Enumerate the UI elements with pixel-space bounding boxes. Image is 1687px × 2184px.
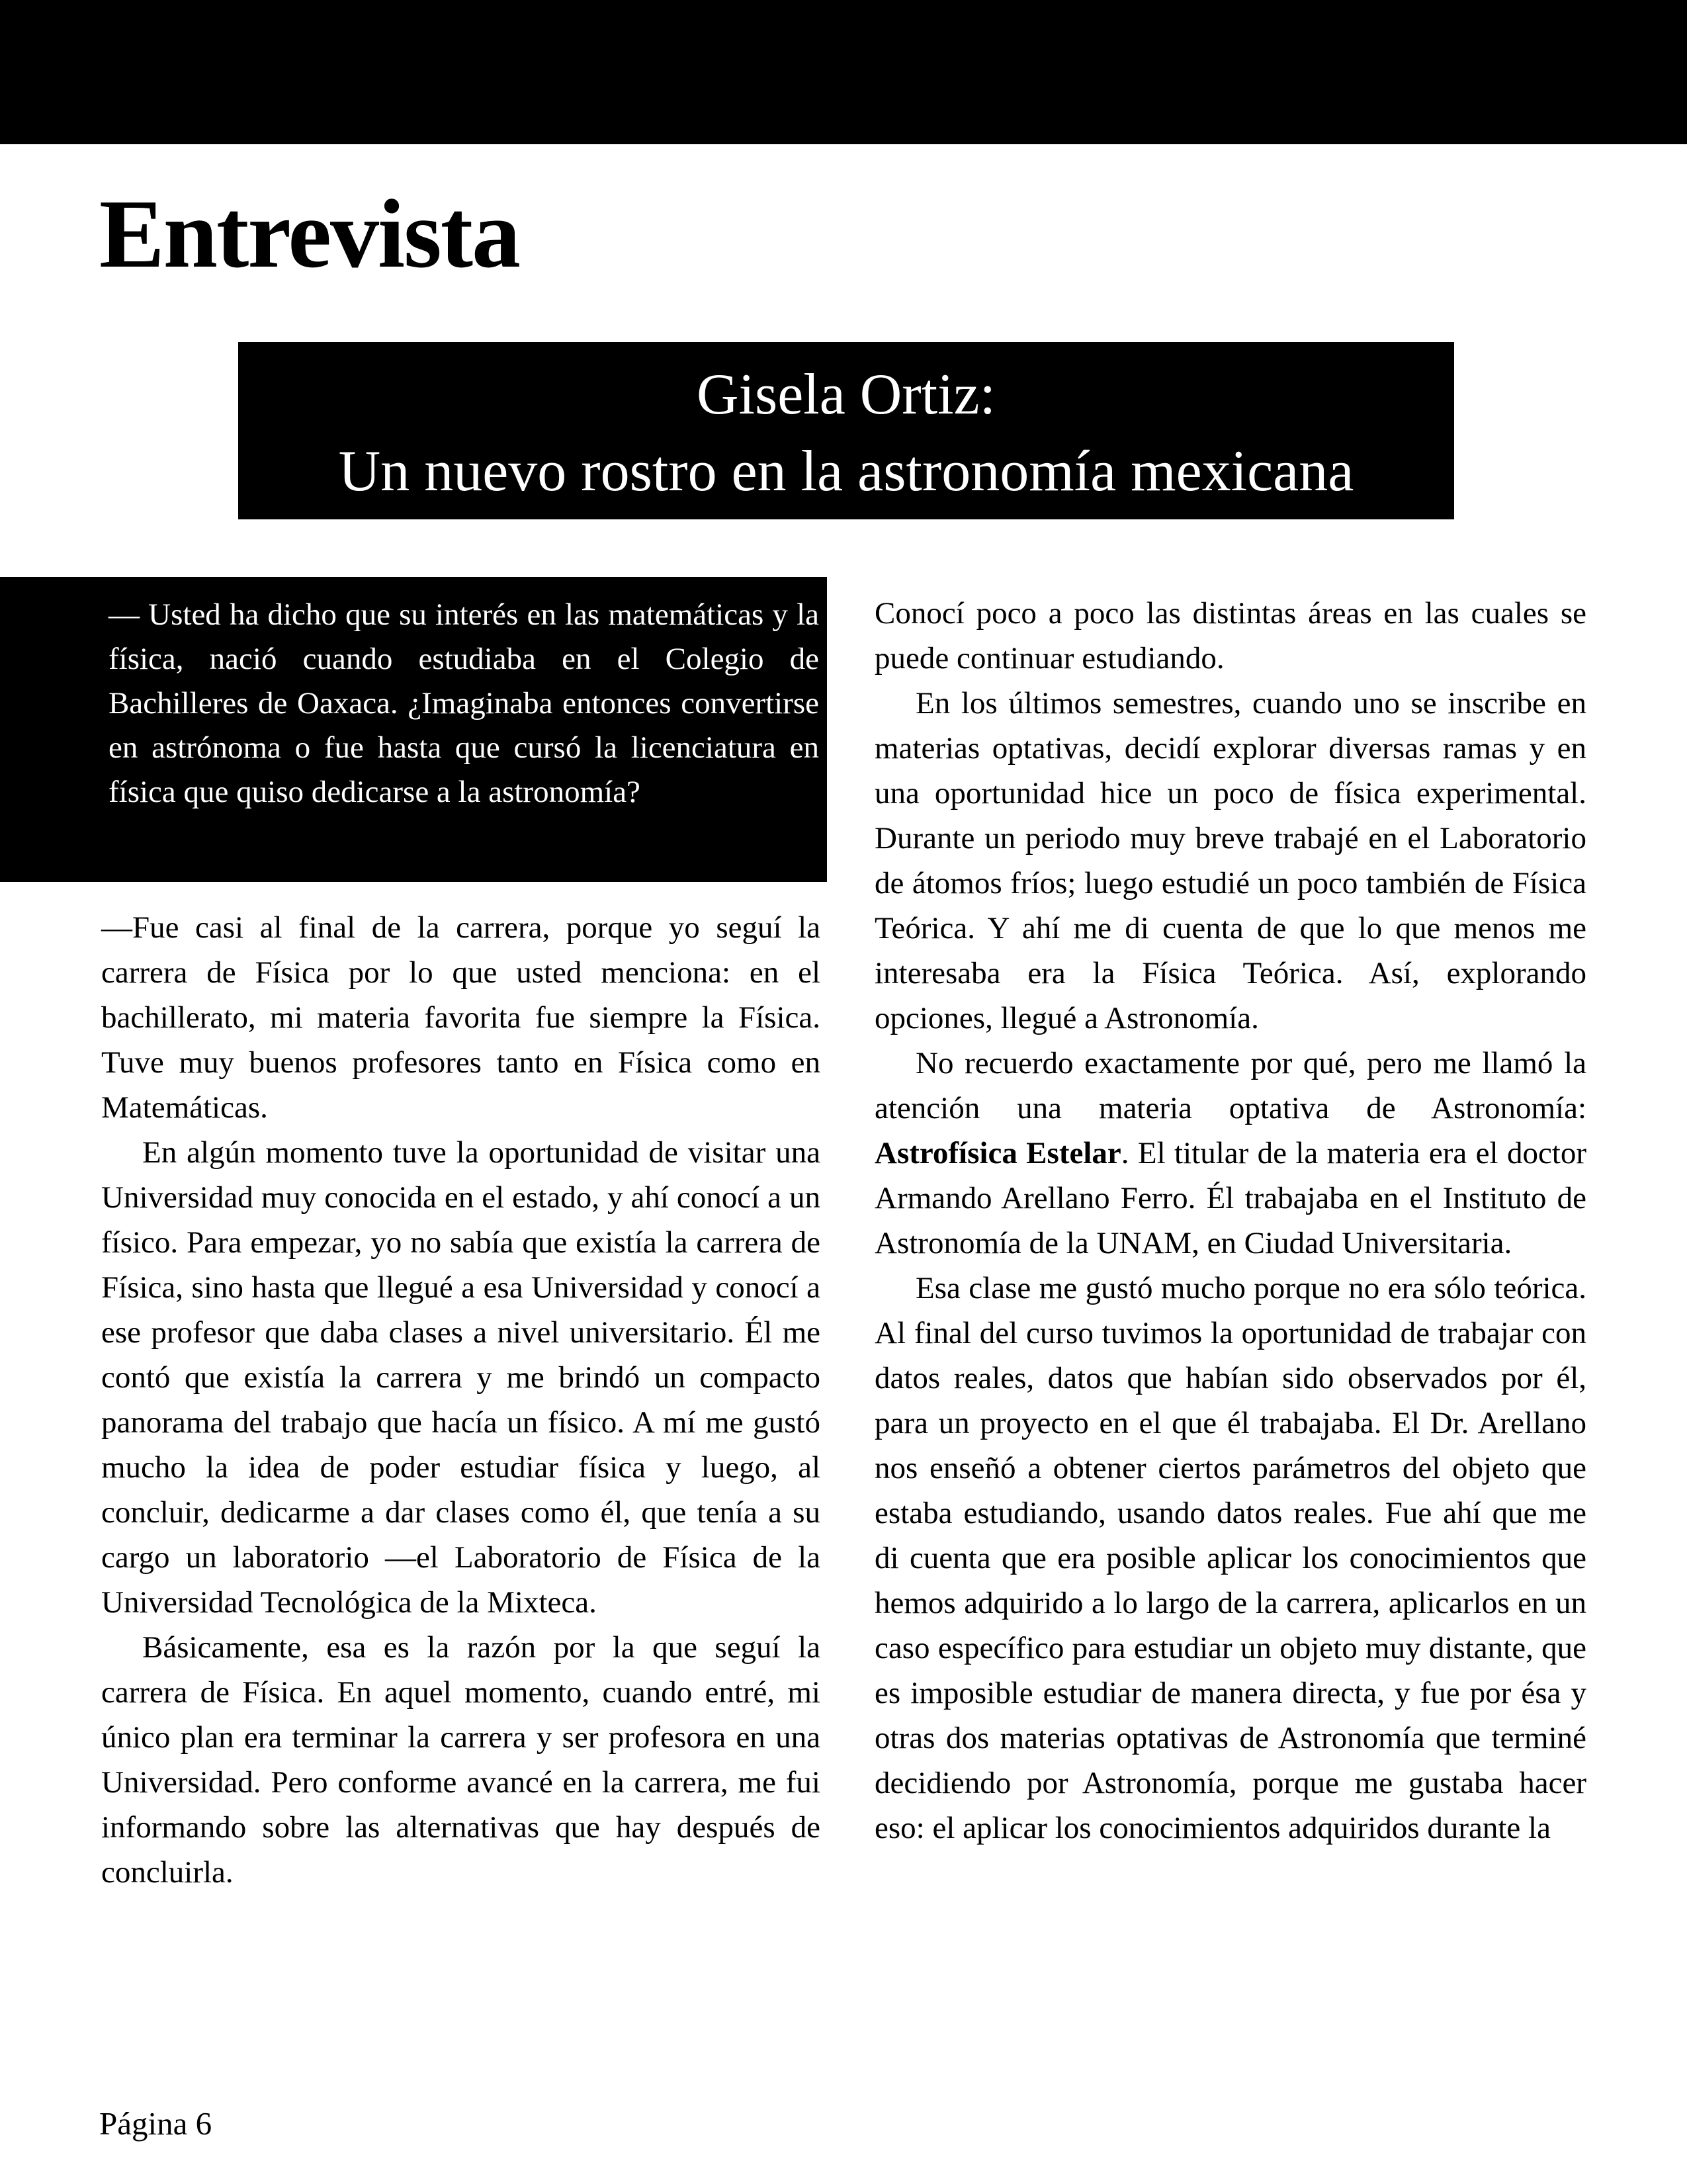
answer-paragraph-5: En los últimos semestres, cuando uno se inscribe en materias optativas, decidí explorar diversas ramas y en una oportunidad hice un poco de física experimental. Durante un periodo muy breve trabajé en el Laboratorio de átomos fríos; luego estudié un poco también de Física Teórica. Y ahí me di cuenta de que lo que menos me interesaba era la Física Teórica. Así, explorando opciones, llegué a Astronomía. xyxy=(875,686,1586,1035)
answer-paragraph-7: Esa clase me gustó mucho porque no era sólo teórica. Al final del curso tuvimos la oportunidad de trabajar con datos reales, datos que habían sido observados por él, para un proyecto en el que él trabajaba. El Dr. Arellano nos enseñó a obtener ciertos parámetros del objeto que estaba estudiando, usando datos reales. Fue ahí que me di cuenta que era posible aplicar los conocimientos que hemos adquirido a lo largo de la carrera, aplicarlos en un caso específico para estudiar un objeto muy distante, que es imposible estudiar de manera directa, y fue por ésa y otras dos materias optativas de Astronomía que terminé decidiendo por Astronomía, porque me gustaba hacer eso: el aplicar los conocimientos adquiridos durante la xyxy=(875,1271,1586,1845)
interviewer-question-text: — Usted ha dicho que su interés en las matemáticas y la física, nació cuando estudiaba en el Colegio de Bachilleres de Oaxaca. ¿Imaginaba entonces convertirse en astrónoma o fue hasta que cursó la licenciatura en física que quiso dedicarse a la astronomía? xyxy=(108,597,819,809)
top-black-banner xyxy=(0,0,1687,144)
article-title-name: Gisela Ortiz: xyxy=(696,363,996,427)
answer-paragraph-2: En algún momento tuve la oportunidad de visitar una Universidad muy conocida en el estado, y ahí conocí a un físico. Para empezar, yo no sabía que existía la carrera de Física, sino hasta que llegué a esa Universidad y conocí a ese profesor que daba clases a nivel universitario. Él me contó que existía la carrera y me brindó un compacto panorama del trabajo que hacía un físico. A mí me gustó mucho la idea de poder estudiar física y luego, al concluir, dedicarme a dar clases como él, que tenía a su cargo un laboratorio —el Laboratorio de Física de la Universidad Tecnológica de la Mixteca. xyxy=(101,1135,820,1620)
interviewer-question-box xyxy=(0,577,827,882)
right-text-column xyxy=(875,591,1586,1851)
answer-paragraph-1: —Fue casi al final de la carrera, porque yo seguí la carrera de Física por lo que usted menciona: en el bachillerato, mi materia favorita fue siempre la Física. Tuve muy buenos profesores tanto en Física como en Matemáticas. xyxy=(101,910,820,1125)
answer-paragraph-4: Conocí poco a poco las distintas áreas en las cuales se puede continuar estudiando. xyxy=(875,596,1586,676)
page-number: Página 6 xyxy=(99,2105,212,2142)
left-text-column xyxy=(101,905,820,1895)
article-title-box xyxy=(238,342,1454,519)
answer-paragraph-6 xyxy=(875,1041,1586,1266)
answer-paragraph-3: Básicamente, esa es la razón por la que seguí la carrera de Física. En aquel momento, cuando entré, mi único plan era terminar la carrera y ser profesora en una Universidad. Pero conforme avancé en la carrera, me fui informando sobre las alternativas que hay después de concluirla. xyxy=(101,1630,820,1890)
bold-course-name: Astrofísica Estelar xyxy=(875,1136,1121,1170)
answer-paragraph-6-text-start: No recuerdo exactamente por qué, pero me llamó la atención una materia optativa de Astronomía: xyxy=(875,1046,1586,1125)
page-title: Entrevista xyxy=(99,180,520,288)
article-title-subtitle: Un nuevo rostro en la astronomía mexicana xyxy=(338,439,1354,503)
answer-paragraph-6-text-end: . El titular de la materia era el doctor Armando Arellano Ferro. Él trabajaba en el Instituto de Astronomía de la UNAM, en Ciudad Universitaria. xyxy=(875,1136,1587,1260)
